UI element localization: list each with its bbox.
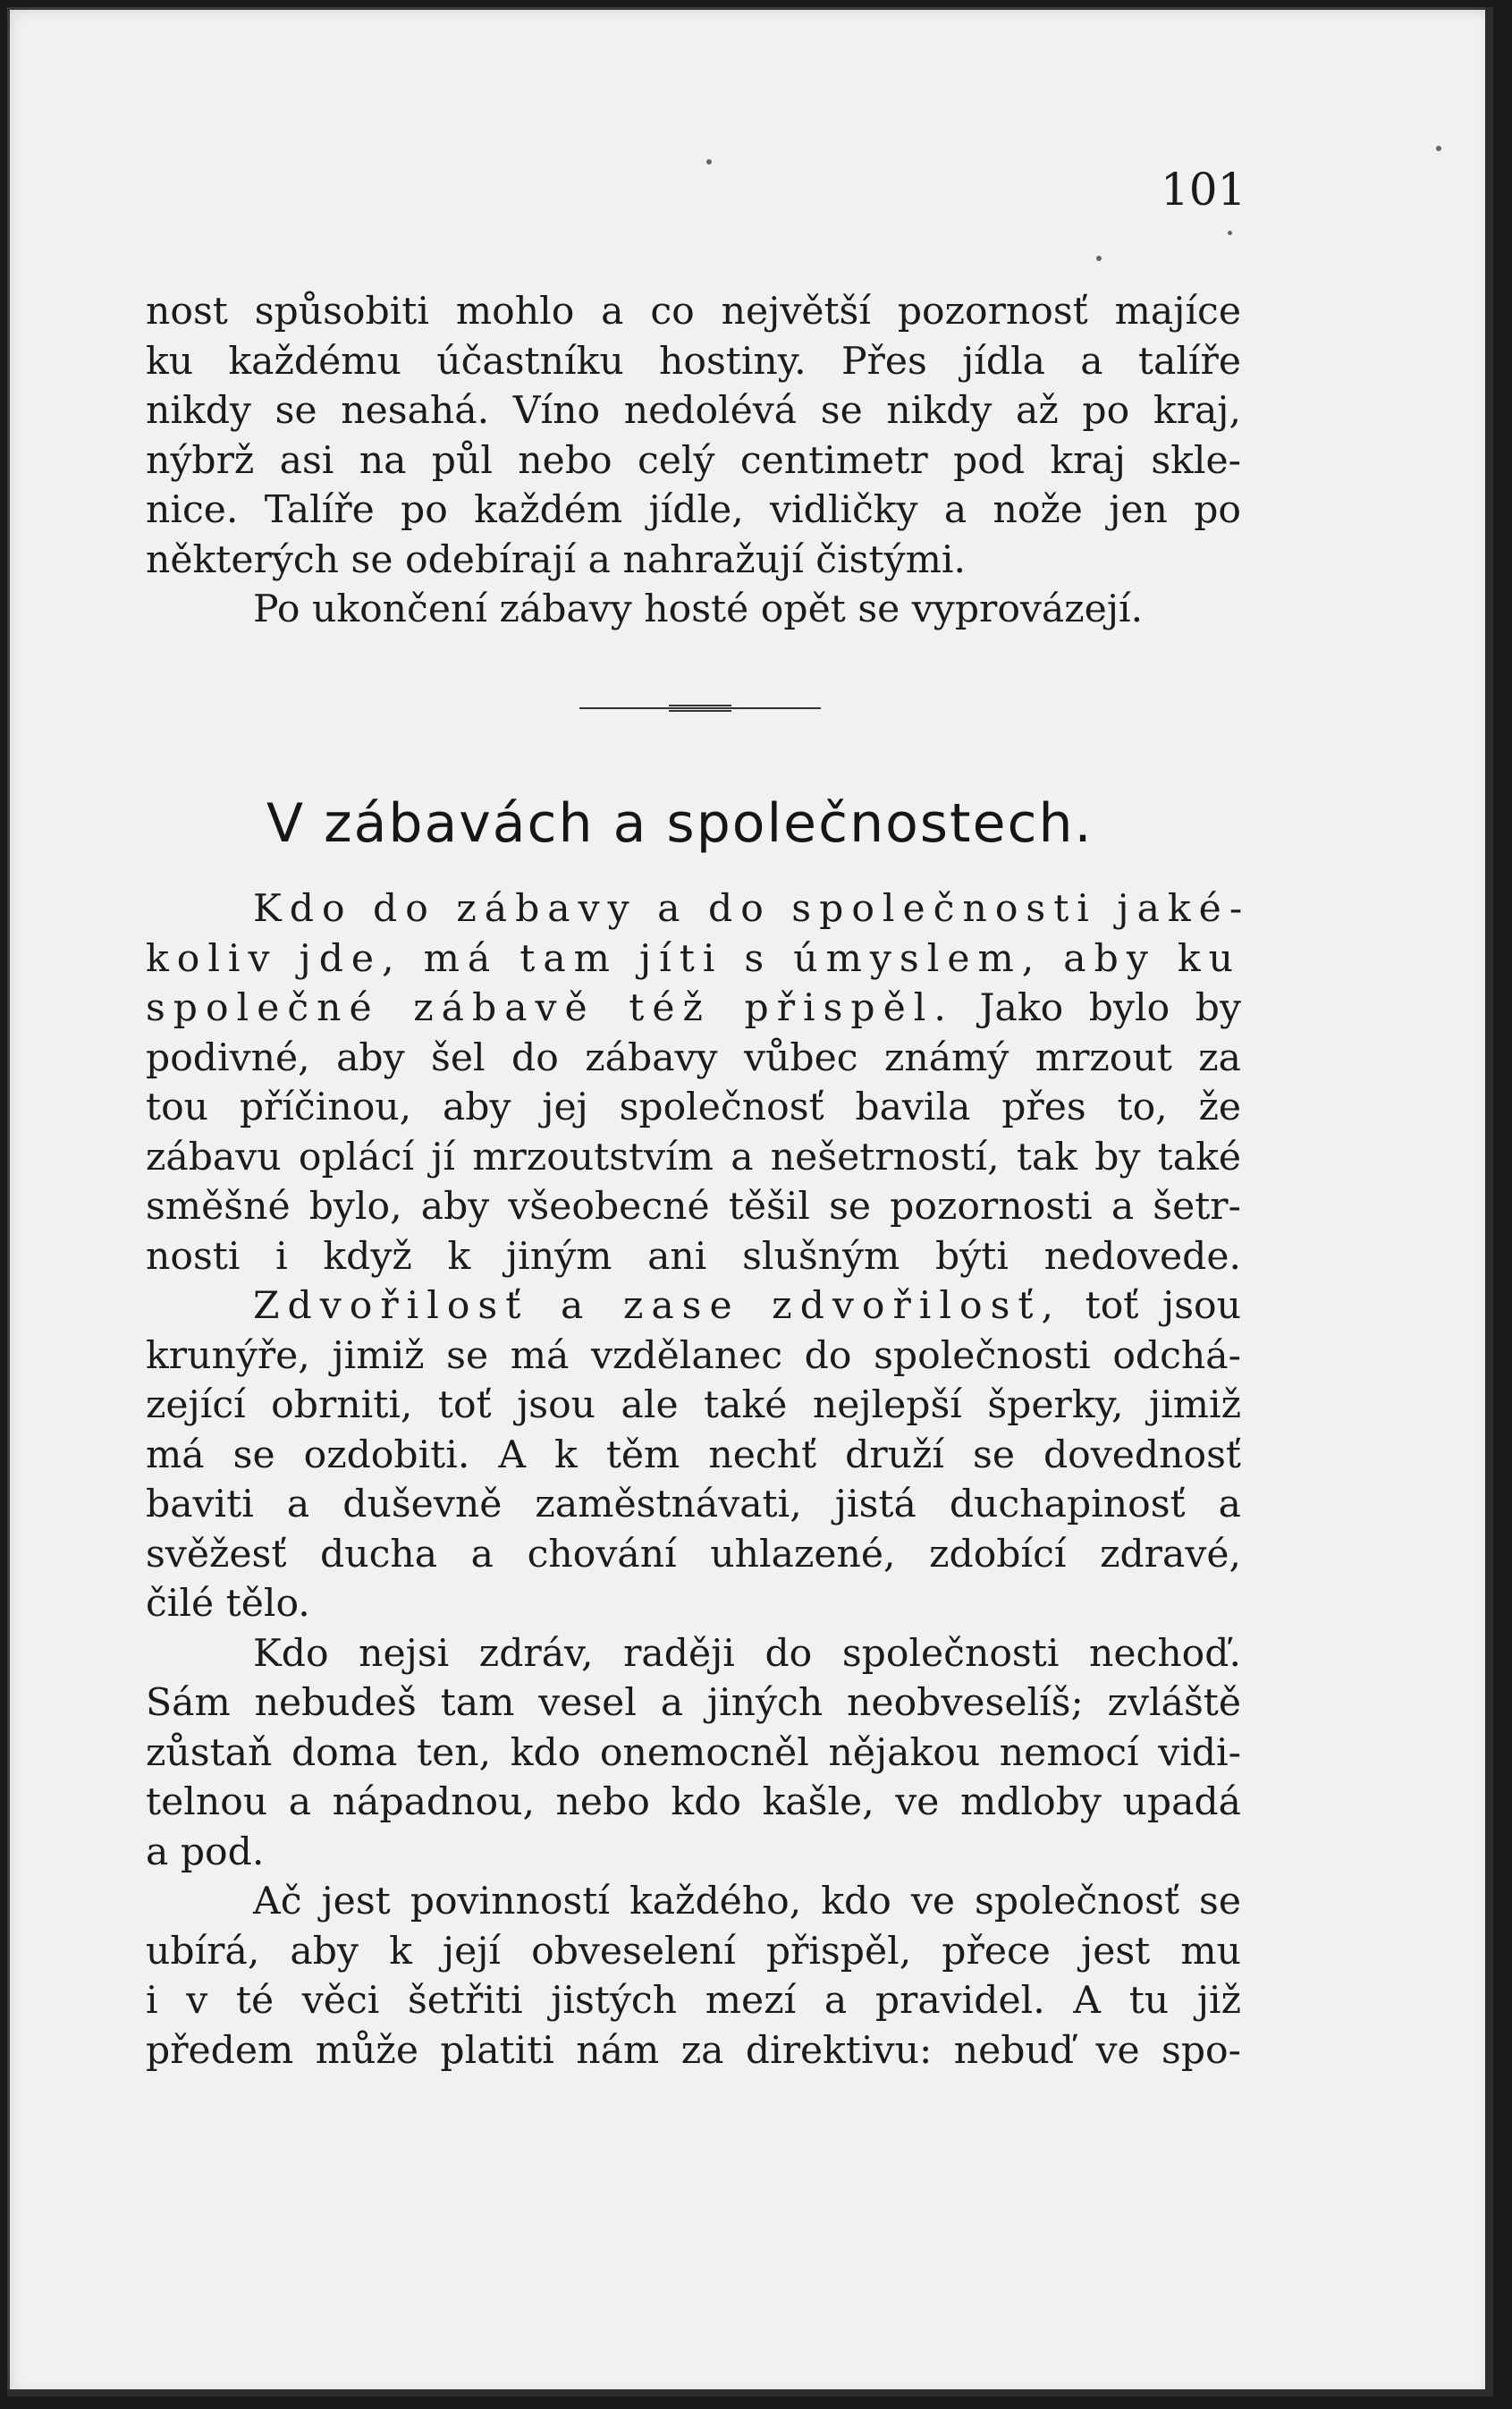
text-line: předem může platiti nám za direktivu: nebuď ve spo-: [146, 2028, 1241, 2073]
text-line: Kdo do zábavy a do společnosti jaké-: [253, 887, 1251, 931]
scan-speck: [706, 159, 712, 165]
text-line: nikdy se nesahá. Víno nedolévá se nikdy až po kraj,: [146, 389, 1241, 433]
text-run: Jako bylo by: [979, 986, 1241, 1030]
scan-speck: [1228, 231, 1232, 235]
emphasis-text: Zdvořilosť a zase zdvořilosť,: [253, 1284, 1061, 1328]
text-line: nýbrž asi na půl nebo celý centimetr pod kraj skle-: [146, 438, 1241, 483]
text-line: zůstaň doma ten, kdo onemocněl nějakou nemocí vidi-: [146, 1730, 1241, 1775]
text-line: i v té věci šetřiti jistých mezí a pravidel. A tu již: [146, 1979, 1241, 2023]
paragraph-zabavy: [146, 884, 1251, 2075]
text-line: a pod.: [146, 1830, 265, 1874]
text-line: zábavu oplácí jí mrzoutstvím a nešetrností, tak by také: [146, 1135, 1241, 1179]
divider-rule: [579, 707, 821, 709]
text-line: nosti i když k jiným ani slušným býti nedovede.: [146, 1234, 1241, 1279]
text-line: podivné, aby šel do zábavy vůbec známý mrzout za: [146, 1035, 1241, 1080]
text-line: telnou a nápadnou, nebo kdo kašle, ve mdloby upadá: [146, 1780, 1241, 1824]
text-line: Ač jest povinností každého, kdo ve společnosť se: [253, 1880, 1241, 1923]
divider-rule: [669, 710, 731, 712]
text-line: ku každému účastníku hostiny. Přes jídla a talíře: [146, 339, 1241, 384]
text-line: nost spůsobiti mohlo a co největší pozornosť majíce: [146, 290, 1241, 334]
text-line: svěžesť ducha a chování uhlazené, zdobící zdravé,: [146, 1532, 1241, 1576]
paragraph-hostina: [146, 287, 1241, 635]
text-line: koliv jde, má tam jíti s úmyslem, aby ku: [146, 936, 1241, 981]
scan-edge-right: [1485, 7, 1493, 2396]
section-divider: [579, 705, 821, 712]
text-line: tou příčinou, aby jej společnosť bavila přes to, že: [146, 1086, 1241, 1129]
text-line: směšné bylo, aby všeobecné těšil se pozornosti a šetr-: [146, 1185, 1241, 1229]
section-heading: V zábavách a společnostech.: [266, 792, 1094, 855]
page-number: 101: [1161, 164, 1246, 216]
text-line: nice. Talíře po každém jídle, vidličky a nože jen po: [146, 488, 1241, 532]
text-line: čilé tělo.: [146, 1582, 310, 1626]
text-line: Sám nebudeš tam vesel a jiných neobveselíš; zvláště: [146, 1681, 1241, 1725]
text-line: má se ozdobiti. A k těm nechť druží se dovednosť: [146, 1433, 1241, 1477]
scan-speck: [1096, 256, 1102, 261]
text-line: zející obrniti, toť jsou ale také nejlepší šperky, jimiž: [146, 1383, 1241, 1427]
book-page: [7, 7, 1493, 2396]
text-line: [146, 1281, 1241, 1331]
text-line: baviti a duševně zaměstnávati, jistá duchapinosť a: [146, 1483, 1241, 1526]
text-line: ubírá, aby k její obveselení přispěl, přece jest mu: [146, 1929, 1241, 1974]
text-line: Kdo nejsi zdráv, raději do společnosti nechoď.: [253, 1631, 1241, 1676]
text-line: [146, 984, 1241, 1034]
divider-rule: [669, 705, 731, 706]
text-line: krunýře, jimiž se má vzdělanec do společnosti odchá-: [146, 1333, 1241, 1378]
text-run: toť jsou: [1085, 1284, 1241, 1328]
scan-edge-bottom: [7, 2389, 1493, 2396]
scan-speck: [1436, 146, 1441, 151]
emphasis-text: společné zábavě též přispěl.: [146, 986, 954, 1030]
text-line: některých se odebírají a nahražují čistými.: [146, 537, 966, 582]
text-line: Po ukončení zábavy hosté opět se vyprovázejí.: [253, 587, 1144, 631]
